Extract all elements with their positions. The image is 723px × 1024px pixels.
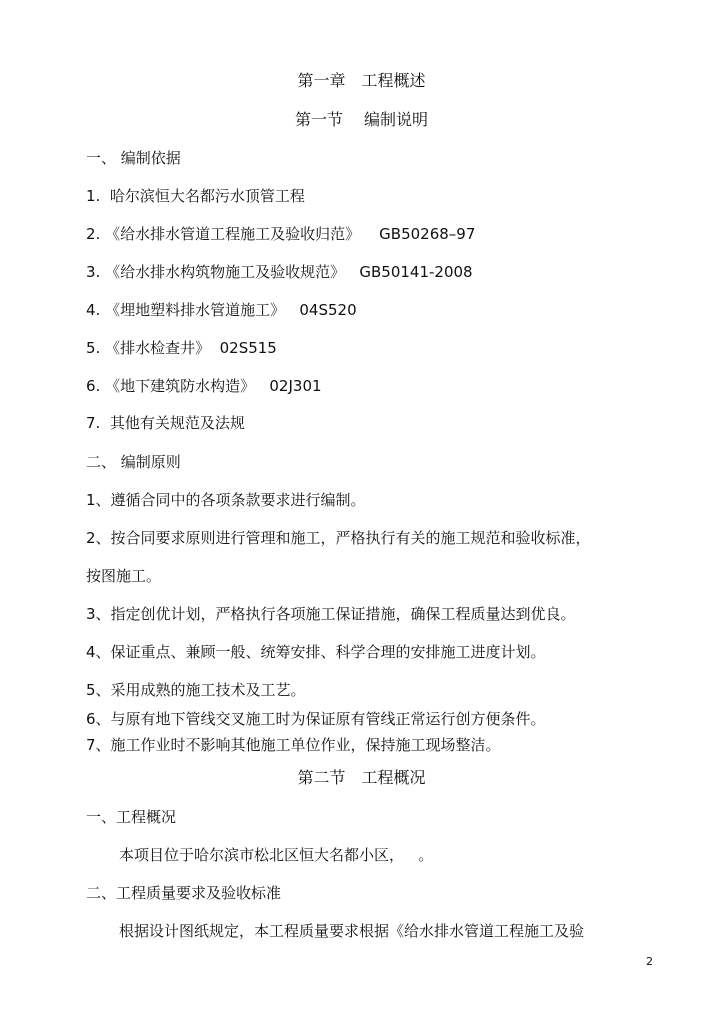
principles-heading: 二、 编制原则 — [86, 453, 181, 471]
basis-item: 2. 《给水排水管道工程施工及验收归范》 GB50268–97 — [86, 225, 476, 243]
principle-item: 7、施工作业时不影响其他施工单位作业，保持施工现场整洁。 — [86, 736, 501, 754]
principle-item: 1、遵循合同中的各项条款要求进行编制。 — [86, 491, 366, 509]
overview-paragraph: 本项目位于哈尔滨市松北区恒大名都小区， 。 — [119, 846, 434, 864]
principle-item: 3、指定创优计划，严格执行各项施工保证措施，确保工程质量达到优良。 — [86, 605, 576, 623]
basis-item: 3. 《给水排水构筑物施工及验收规范》 GB50141-2008 — [86, 263, 473, 281]
basis-item: 7. 其他有关规范及法规 — [86, 414, 245, 432]
page-number: 2 — [646, 955, 653, 968]
section-title-2: 第二节 工程概况 — [297, 768, 426, 787]
principle-item: 5、采用成熟的施工技术及工艺。 — [86, 681, 306, 699]
chapter-title: 第一章 工程概述 — [297, 71, 426, 90]
overview-heading: 一、工程概况 — [86, 808, 177, 826]
principle-item: 2、按合同要求原则进行管理和施工，严格执行有关的施工规范和验收标准， — [86, 529, 591, 547]
principle-item: 4、保证重点、兼顾一般、统筹安排、科学合理的安排施工进度计划。 — [86, 643, 546, 661]
principle-item-continued: 按图施工。 — [86, 567, 162, 585]
quality-paragraph: 根据设计图纸规定，本工程质量要求根据《给水排水管道工程施工及验 — [119, 922, 585, 940]
basis-item: 4. 《埋地塑料排水管道施工》 04S520 — [86, 301, 357, 319]
basis-item: 1. 哈尔滨恒大名都污水顶管工程 — [86, 187, 305, 205]
section-title-1: 第一节 编制说明 — [294, 110, 429, 129]
quality-heading: 二、工程质量要求及验收标准 — [86, 884, 282, 902]
basis-item: 5. 《排水检查井》 02S515 — [86, 339, 277, 357]
principle-item: 6、与原有地下管线交叉施工时为保证原有管线正常运行创方便条件。 — [86, 710, 546, 728]
basis-heading: 一、 编制依据 — [86, 149, 181, 167]
basis-item: 6. 《地下建筑防水构造》 02J301 — [86, 377, 322, 395]
